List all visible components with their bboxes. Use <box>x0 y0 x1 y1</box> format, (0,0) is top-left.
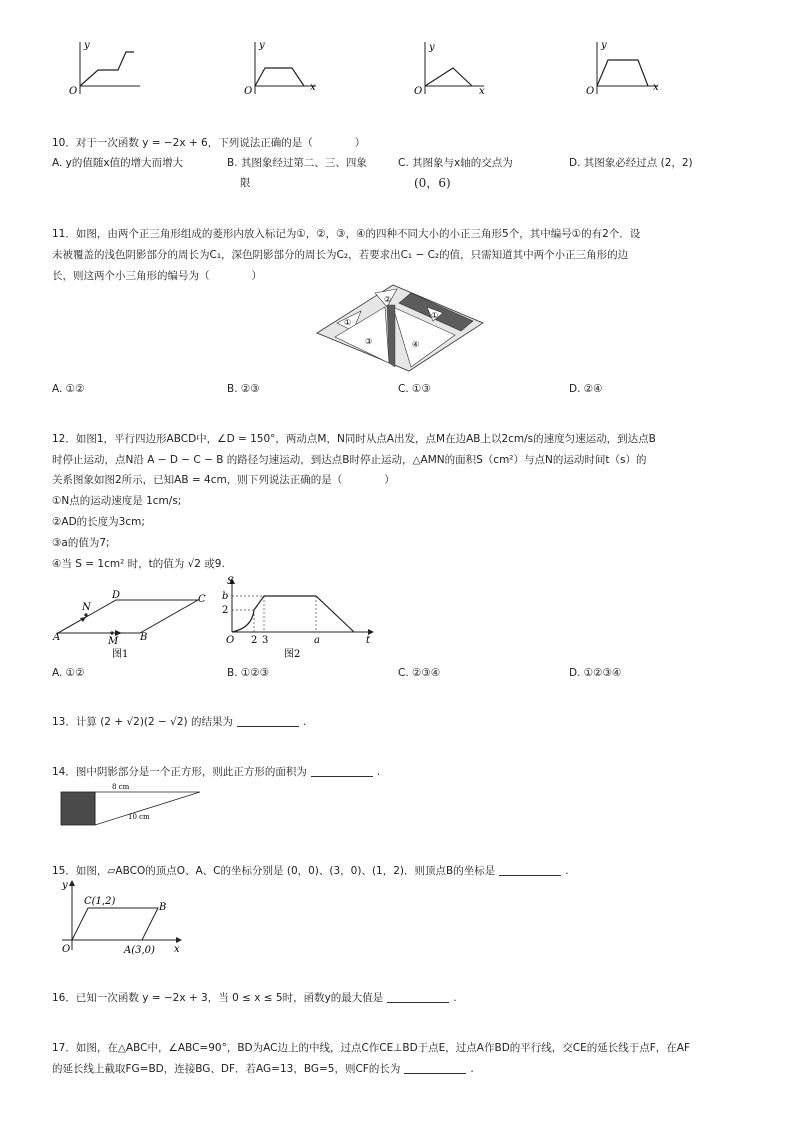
q15-answer-blank[interactable] <box>499 863 561 876</box>
q15-fig-b: B <box>159 902 167 913</box>
q16-period: . <box>453 992 457 1004</box>
q12-fig2-s: S <box>227 576 234 587</box>
q15-fig-y: y <box>62 880 68 891</box>
graph-1-o: O <box>69 86 78 97</box>
q10-option-b[interactable]: B. 其图象经过第二、三、四象 <box>227 157 367 169</box>
q17-period: . <box>470 1063 474 1075</box>
q11-option-b[interactable]: B. ②③ <box>227 383 260 395</box>
graph-2-x: x <box>310 82 316 93</box>
q12-option-d[interactable]: D. ①②③④ <box>569 667 622 679</box>
q12-option-b[interactable]: B. ①②③ <box>227 667 270 679</box>
q16-answer-blank[interactable] <box>387 990 449 1003</box>
q12-option-a[interactable]: A. ①② <box>52 667 85 679</box>
q10-option-c[interactable]: C. 其图象与x轴的交点为 <box>398 157 513 169</box>
q14 <box>52 762 752 782</box>
q12-fig2-ta: a <box>314 635 320 646</box>
q11-line-3: 长，则这两个小三角形的编号为（ ） <box>52 270 262 282</box>
q12-fig2-o: O <box>226 635 235 646</box>
graph-4-x: x <box>653 82 659 93</box>
q12-fig2-b: b <box>222 591 229 602</box>
q12-fig1-c: C <box>198 594 206 605</box>
q16-text: 16．已知一次函数 y = −2x + 3，当 0 ≤ x ≤ 5时，函数y的最大值是 <box>52 992 384 1004</box>
q14-figure <box>58 782 208 828</box>
q15-fig-o: O <box>62 944 71 955</box>
q10-option-c-cont: (0，6) <box>414 176 451 190</box>
q15-fig-x: x <box>174 944 180 955</box>
q11-label-2: ② <box>384 295 392 304</box>
q17-answer-blank[interactable] <box>404 1061 466 1074</box>
graph-3-x: x <box>479 86 485 97</box>
q15-fig-c: C(1,2) <box>84 896 116 907</box>
q12-line-3: 关系图象如图2所示，已知AB = 4cm，则下列说法正确的是（ ） <box>52 474 395 486</box>
q11-label-4: ④ <box>412 340 420 349</box>
q11-label-3: ③ <box>365 337 373 346</box>
q10-option-d[interactable]: D. 其图象必经过点 (2，2) <box>569 157 693 169</box>
graph-3-y: y <box>429 42 435 53</box>
q12-fig1-b: B <box>140 632 148 643</box>
q12-fig1-a: A <box>53 632 61 643</box>
q12-fig2-t2: 2 <box>251 635 258 646</box>
q11-line-1: 11．如图，由两个正三角形组成的菱形内放入标记为①，②，③，④的四种不同大小的小正三角形5个，其中编号①的有2个．设 <box>52 228 641 240</box>
q12-statement-2: ②AD的长度为3cm; <box>52 516 145 528</box>
q13-answer-blank[interactable] <box>237 714 299 727</box>
q12-fig1-caption: 图1 <box>112 649 129 660</box>
q11-line-2: 未被覆盖的浅色阴影部分的周长为C₁，深色阴影部分的周长为C₂，若要求出C₁ − C₂的值，只需知道其中两个小正三角形的边 <box>52 249 629 261</box>
q12-fig2-t: t <box>366 635 371 646</box>
q16 <box>52 988 752 1008</box>
q10-option-b-cont: 限 <box>240 177 251 189</box>
q12-fig1-d: D <box>112 590 121 601</box>
q13-text: 13．计算 (2 + √2)(2 − √2) 的结果为 <box>52 716 233 728</box>
q14-period: . <box>376 766 381 778</box>
q12-fig2-caption: 图2 <box>284 649 301 660</box>
q11-option-c[interactable]: C. ①③ <box>398 383 431 395</box>
q12-option-c[interactable]: C. ②③④ <box>398 667 441 679</box>
q11-label-1a: ① <box>344 318 352 327</box>
q11-rhombus-figure <box>315 283 485 373</box>
q14-hyp-label: 10 cm <box>128 813 150 821</box>
q11-label-1b: ① <box>431 311 439 320</box>
graph-2-o: O <box>244 86 253 97</box>
q12-statement-3: ③a的值为7; <box>52 537 110 549</box>
graph-4-o: O <box>586 86 595 97</box>
q12-statement-4: ④当 S = 1cm² 时，t的值为 √2 或9. <box>52 558 225 570</box>
q12-statement-1: ①N点的运动速度是 1cm/s; <box>52 495 182 507</box>
q10-stem: 10．对于一次函数 y = −2x + 6，下列说法正确的是（ ） <box>52 137 366 149</box>
q10-option-a[interactable]: A. y的值随x值的增大而增大 <box>52 157 184 169</box>
q15-fig-a: A(3,0) <box>124 945 155 956</box>
graph-3 <box>414 42 485 97</box>
q12-line-1: 12．如图1，平行四边形ABCD中，∠D = 150°，两动点M，N同时从点A出发，点M在边AB上以2cm/s的速度匀速运动，到达点B <box>52 433 656 445</box>
q15-period: . <box>565 865 569 877</box>
graph-4 <box>586 40 659 97</box>
q11-option-d[interactable]: D. ②④ <box>569 383 603 395</box>
q17-line-1: 17．如图，在△ABC中，∠ABC=90°，BD为AC边上的中线，过点C作CE⊥BD于点E，过点A作BD的平行线，交CE的延长线于点F，在AF <box>52 1042 691 1054</box>
graph-1-y: y <box>84 40 90 51</box>
q15-figure <box>58 878 188 956</box>
q12-fig1-n: N <box>82 602 91 613</box>
graph-3-o: O <box>414 86 423 97</box>
q11-option-a[interactable]: A. ①② <box>52 383 85 395</box>
top-graphs <box>60 38 680 100</box>
graph-1 <box>69 40 140 97</box>
q17-line-2 <box>52 1059 752 1079</box>
q15-text: 15．如图，▱ABCO的顶点O、A、C的坐标分别是 (0，0)、(3，0)、(1，2)．则顶点B的坐标是 <box>52 865 496 877</box>
q14-answer-blank[interactable] <box>311 764 373 777</box>
q12-line-2: 时停止运动，点N沿 A − D − C − B 的路径匀速运动，到达点B时停止运动，△AMN的面积S（cm²）与点N的运动时间t（s）的 <box>52 454 647 466</box>
q12-fig2-t3: 3 <box>262 635 269 646</box>
graph-4-y: y <box>601 40 607 51</box>
q13 <box>52 712 752 732</box>
q12-figure-2 <box>218 576 378 664</box>
q12-fig1-m: M <box>108 636 119 647</box>
q14-top-label: 8 cm <box>112 783 130 791</box>
q12-figure-1 <box>50 588 210 664</box>
graph-2 <box>244 40 316 97</box>
q17-text: 的延长线上截取FG=BD，连接BG、DF．若AG=13，BG=5，则CF的长为 <box>52 1063 401 1075</box>
q14-text: 14．图中阴影部分是一个正方形，则此正方形的面积为 <box>52 766 307 778</box>
q12-fig2-2: 2 <box>222 605 229 616</box>
q13-period: . <box>302 716 307 728</box>
graph-2-y: y <box>259 40 265 51</box>
